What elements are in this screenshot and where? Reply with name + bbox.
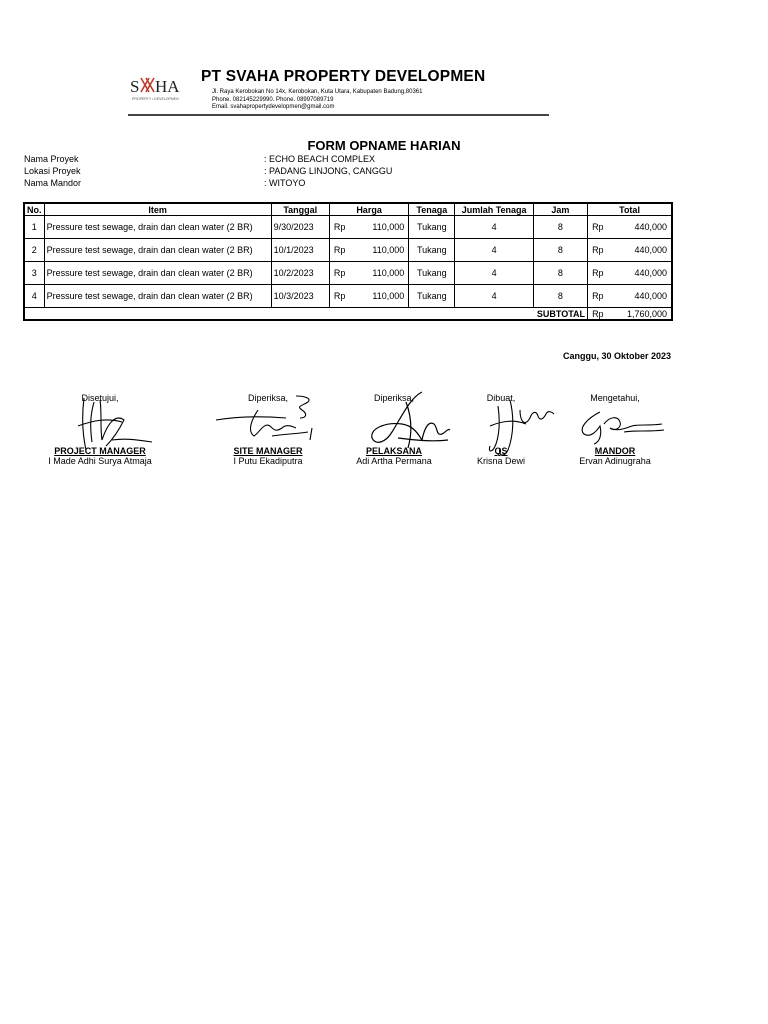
meta-value-project: : ECHO BEACH COMPLEX bbox=[264, 154, 376, 164]
signature-role: PROJECT MANAGER bbox=[54, 446, 146, 456]
cell-item: Pressure test sewage, drain dan clean water (2 BR) bbox=[44, 216, 271, 239]
cell-item: Pressure test sewage, drain dan clean water (2 BR) bbox=[44, 262, 271, 285]
signature-scrawl-project-manager bbox=[72, 392, 156, 454]
cell-no: 1 bbox=[24, 216, 44, 239]
cell-date: 9/30/2023 bbox=[271, 216, 329, 239]
header-divider bbox=[128, 114, 549, 116]
place-date: Canggu, 30 Oktober 2023 bbox=[562, 351, 671, 361]
col-header-date: Tanggal bbox=[271, 203, 329, 216]
cell-worker-count: 4 bbox=[455, 239, 533, 262]
signature-heading: Mengetahui, bbox=[590, 393, 640, 403]
cell-worker: Tukang bbox=[409, 262, 455, 285]
cell-price-value: 110,000 bbox=[372, 291, 405, 301]
cell-no: 2 bbox=[24, 239, 44, 262]
cell-price bbox=[329, 262, 408, 285]
cell-total-currency: Rp bbox=[592, 245, 604, 255]
meta-value-foreman: : WITOYO bbox=[264, 178, 306, 188]
svg-text:HA: HA bbox=[155, 77, 180, 96]
signature-name: Adi Artha Permana bbox=[356, 456, 432, 466]
table-row bbox=[24, 285, 672, 308]
cell-price-currency: Rp bbox=[333, 245, 346, 255]
meta-label-location: Lokasi Proyek bbox=[24, 166, 81, 176]
cell-total bbox=[588, 262, 672, 285]
signature-heading: Dibuat, bbox=[486, 393, 516, 403]
cell-total-currency: Rp bbox=[592, 222, 604, 232]
table-row bbox=[24, 262, 672, 285]
subtotal-label: SUBTOTAL bbox=[24, 308, 588, 321]
signature-role: SITE MANAGER bbox=[233, 446, 303, 456]
meta-label-foreman: Nama Mandor bbox=[24, 178, 82, 188]
cell-total-currency: Rp bbox=[592, 291, 604, 301]
col-header-worker: Tenaga bbox=[409, 203, 455, 216]
signature-name: Krisna Dewi bbox=[476, 456, 525, 466]
cell-total bbox=[588, 239, 672, 262]
signature-name: I Putu Ekadiputra bbox=[233, 456, 303, 466]
table-row bbox=[24, 239, 672, 262]
cell-no: 4 bbox=[24, 285, 44, 308]
cell-no: 3 bbox=[24, 262, 44, 285]
cell-price-currency: Rp bbox=[333, 222, 346, 232]
signature-heading: Disetujui, bbox=[81, 393, 119, 403]
cell-total-currency: Rp bbox=[592, 268, 604, 278]
cell-item: Pressure test sewage, drain dan clean water (2 BR) bbox=[44, 239, 271, 262]
cell-total-value: 440,000 bbox=[634, 291, 667, 301]
cell-total-value: 440,000 bbox=[634, 268, 667, 278]
signature-role: MANDOR bbox=[594, 446, 636, 456]
company-phone: Phone. 082145229990. Phone. 08997089719 bbox=[212, 97, 334, 103]
company-name: PT SVAHA PROPERTY DEVELOPMEN bbox=[201, 68, 486, 85]
meta-value-location: : PADANG LINJONG, CANGGU bbox=[264, 166, 393, 176]
opname-table bbox=[23, 202, 673, 321]
table-header-row bbox=[24, 203, 672, 216]
company-logo bbox=[128, 74, 196, 104]
col-header-no: No. bbox=[24, 203, 44, 216]
cell-date: 10/2/2023 bbox=[271, 262, 329, 285]
cell-price bbox=[329, 285, 408, 308]
cell-total-value: 440,000 bbox=[634, 245, 667, 255]
cell-item: Pressure test sewage, drain dan clean water (2 BR) bbox=[44, 285, 271, 308]
cell-worker: Tukang bbox=[409, 239, 455, 262]
cell-hours: 8 bbox=[533, 285, 587, 308]
cell-total-value: 440,000 bbox=[634, 222, 667, 232]
cell-hours: 8 bbox=[533, 216, 587, 239]
signature-scrawl-mandor bbox=[574, 408, 668, 448]
cell-price bbox=[329, 216, 408, 239]
cell-worker-count: 4 bbox=[455, 216, 533, 239]
cell-date: 10/3/2023 bbox=[271, 285, 329, 308]
cell-worker-count: 4 bbox=[455, 262, 533, 285]
signature-heading: Diperiksa, bbox=[373, 393, 414, 403]
cell-price-value: 110,000 bbox=[372, 222, 405, 232]
svg-text:PROPERTY • DEVELOPMEN: PROPERTY • DEVELOPMEN bbox=[132, 97, 179, 101]
form-title: FORM OPNAME HARIAN bbox=[307, 138, 461, 153]
cell-price bbox=[329, 239, 408, 262]
company-address: Jl. Raya Kerobokan No 14x, Kerobokan, Kuta Utara, Kabupaten Badung,80361 bbox=[212, 89, 423, 95]
cell-hours: 8 bbox=[533, 239, 587, 262]
cell-total bbox=[588, 285, 672, 308]
table-row bbox=[24, 216, 672, 239]
signature-heading: Diperiksa, bbox=[247, 393, 288, 403]
signature-name: I Made Adhi Surya Atmaja bbox=[48, 456, 152, 466]
company-email: Email. svahapropertydevelopmen@gmail.com bbox=[212, 104, 335, 110]
signature-scrawl-pelaksana bbox=[362, 388, 452, 454]
cell-worker-count: 4 bbox=[455, 285, 533, 308]
signature-name: Ervan Adinugraha bbox=[579, 456, 651, 466]
col-header-item: Item bbox=[44, 203, 271, 216]
signature-role: PELAKSANA bbox=[365, 446, 422, 456]
col-header-worker-count: Jumlah Tenaga bbox=[455, 203, 533, 216]
cell-price-value: 110,000 bbox=[372, 245, 405, 255]
svg-text:S: S bbox=[130, 77, 139, 96]
signature-scrawl-qs bbox=[480, 396, 556, 460]
subtotal-row bbox=[24, 308, 672, 321]
meta-label-project: Nama Proyek bbox=[24, 154, 79, 164]
subtotal-currency: Rp bbox=[592, 308, 604, 319]
cell-price-value: 110,000 bbox=[372, 268, 405, 278]
cell-worker: Tukang bbox=[409, 285, 455, 308]
cell-hours: 8 bbox=[533, 262, 587, 285]
cell-price-currency: Rp bbox=[333, 268, 346, 278]
cell-worker: Tukang bbox=[409, 216, 455, 239]
signature-role: QS bbox=[494, 446, 508, 456]
subtotal-cell bbox=[588, 308, 672, 321]
subtotal-value: 1,760,000 bbox=[626, 308, 667, 319]
cell-date: 10/1/2023 bbox=[271, 239, 329, 262]
cell-price-currency: Rp bbox=[333, 291, 346, 301]
col-header-price: Harga bbox=[329, 203, 408, 216]
cell-total bbox=[588, 216, 672, 239]
col-header-hours: Jam bbox=[533, 203, 587, 216]
signature-scrawl-site-manager bbox=[212, 392, 320, 452]
col-header-total: Total bbox=[588, 203, 672, 216]
